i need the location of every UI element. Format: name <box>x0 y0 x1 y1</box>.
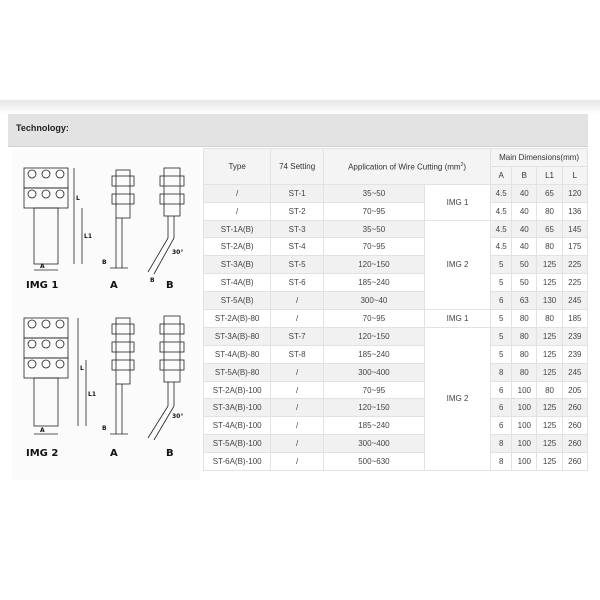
cell-dimension: 100 <box>512 381 537 399</box>
table-row <box>204 363 588 381</box>
header-dim-b: B <box>512 166 537 184</box>
cell-dimension: 245 <box>562 292 587 310</box>
cell-type: ST-3A(B)-80 <box>204 327 271 345</box>
spec-table-body <box>204 184 588 470</box>
cell-dimension: 80 <box>537 381 562 399</box>
cell-type: ST-5A(B) <box>204 292 271 310</box>
cell-application: 300~400 <box>323 363 424 381</box>
cell-setting: ST-7 <box>271 327 324 345</box>
cell-dimension: 4.5 <box>491 202 512 220</box>
cell-dimension: 175 <box>562 238 587 256</box>
img2-dim-a: A <box>40 427 45 434</box>
cell-dimension: 80 <box>512 345 537 363</box>
cell-type: ST-2A(B) <box>204 238 271 256</box>
cell-application: 70~95 <box>323 310 424 328</box>
cell-application: 500~630 <box>323 453 424 471</box>
cell-setting: ST-8 <box>271 345 324 363</box>
cell-type: / <box>204 184 271 202</box>
cell-img-group: IMG 2 <box>424 327 490 470</box>
table-row <box>204 202 588 220</box>
cell-dimension: 4.5 <box>491 184 512 202</box>
img2-view-a: A <box>110 448 118 459</box>
cell-dimension: 63 <box>512 292 537 310</box>
cell-dimension: 40 <box>512 202 537 220</box>
cell-img-group: IMG 1 <box>424 184 490 220</box>
table-row <box>204 417 588 435</box>
cell-type: ST-5A(B)-100 <box>204 435 271 453</box>
img1-view-b: B <box>166 280 174 291</box>
header-dim-l: L <box>562 166 587 184</box>
cell-setting: / <box>271 453 324 471</box>
img1-dim-l1: L1 <box>84 233 92 240</box>
cell-dimension: 125 <box>537 345 562 363</box>
cell-dimension: 260 <box>562 399 587 417</box>
cell-type: ST-4A(B)-100 <box>204 417 271 435</box>
cell-dimension: 80 <box>512 310 537 328</box>
cell-setting: / <box>271 310 324 328</box>
cell-type: ST-4A(B) <box>204 274 271 292</box>
cell-type: ST-3A(B)-100 <box>204 399 271 417</box>
img1-b-dim: B <box>150 277 155 284</box>
header-main-dimensions: Main Dimensions(mm) <box>491 149 588 167</box>
cell-dimension: 100 <box>512 453 537 471</box>
table-row <box>204 310 588 328</box>
table-row <box>204 399 588 417</box>
cell-dimension: 6 <box>491 381 512 399</box>
cell-dimension: 125 <box>537 274 562 292</box>
cell-dimension: 80 <box>537 202 562 220</box>
cell-setting: ST-5 <box>271 256 324 274</box>
cell-setting: / <box>271 381 324 399</box>
technical-drawing <box>12 150 200 480</box>
img1-dim-b: B <box>102 259 107 266</box>
img1-view-a: A <box>110 280 118 291</box>
table-row <box>204 435 588 453</box>
cell-application: 35~50 <box>323 184 424 202</box>
cell-dimension: 65 <box>537 184 562 202</box>
cell-setting: / <box>271 363 324 381</box>
table-row <box>204 220 588 238</box>
cell-setting: ST-3 <box>271 220 324 238</box>
header-dim-a: A <box>491 166 512 184</box>
cell-type: ST-2A(B)-80 <box>204 310 271 328</box>
cell-dimension: 260 <box>562 435 587 453</box>
cell-dimension: 260 <box>562 453 587 471</box>
cell-type: ST-2A(B)-100 <box>204 381 271 399</box>
cell-setting: ST-1 <box>271 184 324 202</box>
cell-dimension: 50 <box>512 274 537 292</box>
table-row <box>204 381 588 399</box>
cell-dimension: 185 <box>562 310 587 328</box>
table-row <box>204 453 588 471</box>
cell-application: 70~95 <box>323 381 424 399</box>
img2-view-b: B <box>166 448 174 459</box>
img2-dim-l: L <box>80 365 84 372</box>
cell-dimension: 239 <box>562 345 587 363</box>
cell-dimension: 65 <box>537 220 562 238</box>
cell-dimension: 145 <box>562 220 587 238</box>
top-shadow <box>0 100 600 114</box>
cell-dimension: 6 <box>491 417 512 435</box>
clamp-diagram <box>12 150 200 480</box>
img1-tongue <box>34 208 58 264</box>
cell-dimension: 205 <box>562 381 587 399</box>
cell-dimension: 80 <box>512 327 537 345</box>
cell-dimension: 120 <box>562 184 587 202</box>
cell-setting: / <box>271 435 324 453</box>
cell-img-group: IMG 1 <box>424 310 490 328</box>
cell-dimension: 5 <box>491 345 512 363</box>
cell-dimension: 100 <box>512 435 537 453</box>
cell-dimension: 40 <box>512 220 537 238</box>
cell-application: 120~150 <box>323 256 424 274</box>
cell-dimension: 8 <box>491 453 512 471</box>
cell-setting: ST-2 <box>271 202 324 220</box>
cell-dimension: 125 <box>537 435 562 453</box>
cell-dimension: 4.5 <box>491 220 512 238</box>
cell-dimension: 225 <box>562 274 587 292</box>
cell-dimension: 100 <box>512 417 537 435</box>
img2-dim-l1: L1 <box>88 391 96 398</box>
cell-setting: ST-4 <box>271 238 324 256</box>
header-setting: 74 Setting <box>271 149 324 185</box>
img2-label: IMG 2 <box>26 448 59 459</box>
table-row <box>204 238 588 256</box>
cell-application: 35~50 <box>323 220 424 238</box>
section-title: Technology: <box>16 123 69 133</box>
cell-dimension: 125 <box>537 417 562 435</box>
cell-dimension: 100 <box>512 399 537 417</box>
cell-dimension: 50 <box>512 256 537 274</box>
table-row <box>204 274 588 292</box>
cell-dimension: 8 <box>491 435 512 453</box>
table-row <box>204 292 588 310</box>
cell-img-group: IMG 2 <box>424 220 490 309</box>
cell-application: 185~240 <box>323 274 424 292</box>
cell-dimension: 130 <box>537 292 562 310</box>
cell-type: ST-6A(B)-100 <box>204 453 271 471</box>
cell-dimension: 125 <box>537 363 562 381</box>
cell-setting: ST-6 <box>271 274 324 292</box>
cell-dimension: 6 <box>491 399 512 417</box>
cell-dimension: 40 <box>512 184 537 202</box>
img1-dim-l: L <box>76 195 80 202</box>
cell-type: ST-4A(B)-80 <box>204 345 271 363</box>
header-dim-l1: L1 <box>537 166 562 184</box>
cell-dimension: 245 <box>562 363 587 381</box>
cell-application: 120~150 <box>323 327 424 345</box>
spec-table <box>203 148 588 471</box>
cell-type: ST-5A(B)-80 <box>204 363 271 381</box>
cell-application: 300~40 <box>323 292 424 310</box>
cell-dimension: 136 <box>562 202 587 220</box>
img1-angle: 30° <box>172 249 184 256</box>
cell-dimension: 125 <box>537 399 562 417</box>
cell-dimension: 5 <box>491 274 512 292</box>
cell-application: 185~240 <box>323 345 424 363</box>
img1-dim-a: A <box>40 263 45 270</box>
cell-dimension: 125 <box>537 453 562 471</box>
table-row <box>204 256 588 274</box>
cell-application: 70~95 <box>323 202 424 220</box>
cell-application: 185~240 <box>323 417 424 435</box>
header-type: Type <box>204 149 271 185</box>
cell-dimension: 8 <box>491 363 512 381</box>
cell-application: 300~400 <box>323 435 424 453</box>
cell-dimension: 125 <box>537 256 562 274</box>
cell-setting: / <box>271 399 324 417</box>
cell-dimension: 239 <box>562 327 587 345</box>
cell-dimension: 125 <box>537 327 562 345</box>
table-row <box>204 327 588 345</box>
cell-dimension: 5 <box>491 256 512 274</box>
table-row <box>204 184 588 202</box>
cell-application: 120~150 <box>323 399 424 417</box>
cell-dimension: 5 <box>491 327 512 345</box>
cell-dimension: 5 <box>491 310 512 328</box>
header-application: Application of Wire Cutting $(mm^2)$ <box>323 149 490 185</box>
cell-type: ST-1A(B) <box>204 220 271 238</box>
img2-dim-b: B <box>102 425 107 432</box>
cell-dimension: 40 <box>512 238 537 256</box>
cell-dimension: 260 <box>562 417 587 435</box>
cell-setting: / <box>271 292 324 310</box>
cell-dimension: 6 <box>491 292 512 310</box>
cell-dimension: 4.5 <box>491 238 512 256</box>
cell-application: 70~95 <box>323 238 424 256</box>
cell-dimension: 80 <box>512 363 537 381</box>
cell-dimension: 80 <box>537 310 562 328</box>
cell-dimension: 225 <box>562 256 587 274</box>
table-row <box>204 345 588 363</box>
img2-angle: 30° <box>172 413 184 420</box>
cell-setting: / <box>271 417 324 435</box>
cell-type: ST-3A(B) <box>204 256 271 274</box>
cell-type: / <box>204 202 271 220</box>
cell-dimension: 80 <box>537 238 562 256</box>
img1-label: IMG 1 <box>26 280 59 291</box>
section-header <box>8 114 588 147</box>
